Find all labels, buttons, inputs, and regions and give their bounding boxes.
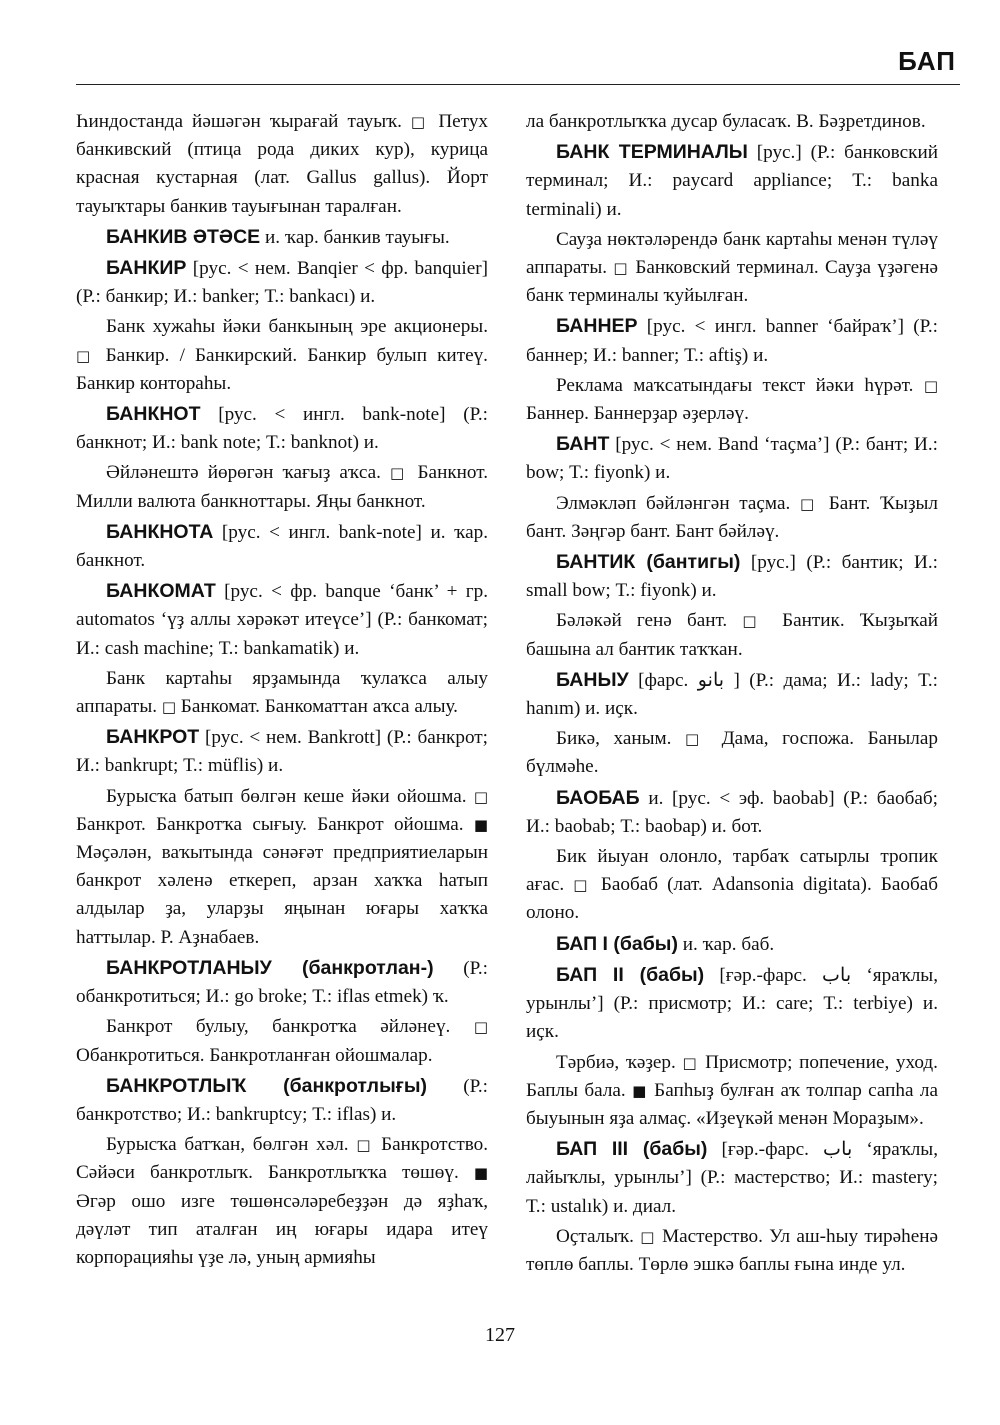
entry-bankomat-definition	[76, 665, 488, 721]
etymology: [рус. < ингл. banner ‘байраҡ’] (Р.: баннер; И.: banner; Т.: aftiş) и.	[526, 316, 938, 366]
headword: БАНКНОТ	[106, 403, 201, 426]
square-marker-icon: □	[473, 1018, 489, 1037]
definition: Бәләкәй генә бант.	[556, 610, 728, 632]
square-marker-icon: □	[640, 1227, 656, 1246]
definition: Һиндостанда йәшәгән ҡырағай тауыҡ.	[76, 111, 402, 132]
square-marker-icon: □	[161, 698, 176, 717]
etymology: [ғәр.-фарс. باب ‘яраҡлы, урынлы’] (Р.: присмотр; И.: care; Т.: terbiye) и. иҫк.	[526, 964, 939, 1043]
headword: БАОБАБ	[556, 786, 640, 809]
entry-baobab-definition	[526, 843, 938, 928]
etymology: [фарс. بانو ] (Р.: дама; И.: lady; Т.: hanım) и. иҫк.	[526, 669, 939, 720]
square-marker-icon: □	[613, 259, 630, 278]
translation: Банкротство. Сәйәси банкротлыҡ. Банкротлыҡҡа төшөү.	[76, 1134, 489, 1184]
headword: БАННЕР	[556, 315, 638, 338]
entry-bankir-definition	[76, 313, 488, 398]
translation: Бант. Ҡыҙыл бант. Зәңгәр бант. Бант бәйләү.	[526, 492, 938, 542]
square-marker-icon: □	[356, 1136, 374, 1155]
definition: Банк картаһы ярҙамында ҡулаҡса алыу аппараты.	[76, 667, 488, 718]
entry-banyu	[526, 666, 938, 723]
square-marker-icon: □	[685, 730, 709, 749]
translation: Баннер. Баннерҙар әҙерләү.	[526, 403, 749, 425]
etymology: (Р.: обанкротиться; И.: go broke; Т.: iflas etmek) ҡ.	[76, 957, 488, 1008]
square-marker-icon: □	[390, 464, 409, 483]
citation: Бапһыҙ булған аҡ толпар сапһа ла быуынын яҙа алмаҫ.	[526, 1079, 938, 1129]
entry-bank-terminaly	[526, 138, 938, 224]
citation-source: «Иҙеүкәй менән Мораҙым».	[695, 1107, 924, 1129]
headword: БАНТ	[556, 433, 610, 456]
entry-bankomat	[76, 577, 488, 663]
translation: Банкир. / Банкирский. Банкир булып китеү. Банкир контораһы.	[76, 344, 488, 394]
etymology: [рус.] (Р.: бантик; И.: small bow; Т.: fiyonk) и.	[526, 552, 939, 602]
entry-bankiv-atese	[76, 223, 488, 252]
square-marker-icon: □	[923, 376, 938, 395]
citation: ла банкротлыҡҡа дусар буласаҡ. В. Бәҙретдинов.	[526, 111, 926, 132]
entry-bankrotlyk-definition	[76, 1131, 488, 1272]
entry-banknota	[76, 518, 488, 575]
citation-continuation	[526, 108, 938, 136]
headword: БАНКИВ ӘТӘСЕ	[106, 225, 261, 248]
translation: Петух банкивский (птица рода диких кур), курица красная кустарная (лат. Gallus gallus). Йорт тауыҡтары банкив тауығынан таралған.	[76, 111, 489, 217]
definition: Бурысҡа батып бөлгән кеше йәки ойошма.	[106, 785, 467, 807]
definition: Банк хужаһы йәки банкының эре акционеры.	[106, 316, 488, 338]
etymology: [рус. < нем. Band ‘таҫма’] (Р.: бант; И.: bow; Т.: fiyonk) и.	[526, 434, 938, 484]
black-square-marker-icon: ■	[473, 815, 488, 834]
entry-bap-2	[526, 961, 938, 1047]
entry-banknot-definition	[76, 459, 488, 515]
etymology: [рус. < нем. Bankrott] (Р.: банкрот; И.: bankrupt; Т.: müflis) и.	[76, 727, 489, 777]
definition: Бурысҡа батҡан, бөлгән хәл.	[106, 1134, 349, 1156]
translation: Бантик. Ҡыҙыҡай башына ал бантик таҡҡан.	[526, 610, 939, 660]
black-square-marker-icon: ■	[473, 1164, 489, 1183]
entry-bank-terminaly-definition	[526, 226, 938, 311]
translation: Банкомат. Банкоматтан аҡса алыу.	[180, 696, 458, 718]
entry-bap-2-definition	[526, 1049, 938, 1134]
square-marker-icon: □	[742, 612, 767, 631]
citation: Мәҫәлән, ваҡытында сәнәғәт предприятиеларын банкрот хәленә еткереп, арзан хаҡҡа һатып алдылар ҙа, уларҙы яңынан юғары хаҡҡа һаттылар. Р. Аҙнабаев.	[76, 842, 488, 948]
etymology: (Р.: банкротство; И.: bankruptcy; Т.: iflas) и.	[76, 1075, 489, 1125]
definition: Оҫталыҡ.	[556, 1225, 634, 1247]
headword: БАНКНОТА	[106, 520, 214, 543]
headword: БАП I (бабы)	[556, 932, 678, 955]
entry-reference: [рус. < ингл. bank-note] и. ҡар. банкнот.	[76, 521, 488, 572]
black-square-marker-icon: ■	[632, 1081, 648, 1100]
right-column	[526, 108, 938, 1281]
entry-bant-definition	[526, 490, 938, 546]
etymology: [рус. < фр. banque ‘банк’ + гр. automatos ‘үҙ аллы хәрәкәт итеүсе’] (Р.: банкомат; И.: cash machine; Т.: bankamatik) и.	[76, 581, 489, 659]
entry-bantik	[526, 548, 938, 605]
square-marker-icon: □	[410, 113, 430, 131]
left-column	[76, 108, 488, 1274]
square-marker-icon: □	[682, 1053, 699, 1072]
square-marker-icon: □	[76, 346, 96, 365]
definition: Банкрот булыу, банкротҡа әйләнеү.	[106, 1016, 451, 1038]
entry-banner-definition	[526, 372, 938, 428]
etymology: и. [рус. < эф. baobab] (Р.: баобаб; И.: baobab; Т.: baobap) и. бот.	[526, 787, 938, 837]
entry-banyu-definition	[526, 725, 938, 781]
translation: Мастерство. Ул аш-һыу тирәһенә төплө баплы. Төрлө эшкә баплы ғына инде ул.	[526, 1225, 939, 1275]
running-head: БАП	[898, 46, 956, 76]
etymology: [рус.] (Р.: банковский терминал; И.: paycard appliance; Т.: banka terminali) и.	[526, 142, 938, 220]
etymology: [ғәр.-фарс. باب ‘яраҡлы, лайыҡлы, урынлы’] (Р.: мастерство; И.: mastery; Т.: ustalık) и. диал.	[526, 1139, 938, 1217]
headword: БАНКРОТЛАНЫУ (банкротлан-)	[106, 956, 434, 979]
translation: Банковский терминал. Сауҙа үҙәгенә банк терминалы ҡуйылған.	[526, 257, 938, 307]
entry-reference: и. ҡар. баб.	[682, 933, 775, 955]
definition: Тәрбиә, ҡәҙер.	[556, 1051, 676, 1073]
header-rule	[76, 84, 960, 85]
headword: БАНКРОТ	[106, 726, 200, 749]
entry-banknot	[76, 400, 488, 457]
definition: Элмәкләп бәйләнгән таҫма.	[556, 492, 791, 514]
entry-bankrotlanyu-definition	[76, 1013, 488, 1069]
square-marker-icon: □	[473, 787, 488, 806]
entry-reference: и. ҡар. банкив тауығы.	[264, 226, 450, 248]
translation: Дама, госпожа. Банылар бүлмәһе.	[526, 728, 938, 778]
translation: Банкрот. Банкротҡа сығыу. Банкрот ойошма.	[76, 813, 464, 835]
headword: БАНЫУ	[556, 668, 629, 691]
headword: БАНКИР	[106, 257, 187, 280]
entry-continuation	[76, 108, 488, 221]
translation: Баобаб (лат. Adansonia digitata). Баобаб олоно.	[526, 874, 938, 924]
entry-bankir	[76, 254, 488, 311]
entry-banner	[526, 312, 938, 369]
entry-bantik-definition	[526, 607, 938, 663]
entry-baobab	[526, 784, 938, 841]
definition: Әйләнештә йөрөгән ҡағыҙ аҡса.	[106, 462, 381, 484]
etymology: [рус. < нем. Banqier < фр. banquier] (Р.: банкир; И.: banker; Т.: bankacı) и.	[76, 258, 489, 308]
headword: БАНК ТЕРМИНАЛЫ	[556, 141, 748, 164]
headword: БАНКОМАТ	[106, 580, 216, 603]
headword: БАНТИК (бантигы)	[556, 551, 741, 574]
entry-bankrot-definition	[76, 783, 488, 952]
entry-bankrotlyk	[76, 1072, 488, 1129]
square-marker-icon: □	[573, 876, 592, 895]
entry-bap-3	[526, 1135, 938, 1221]
square-marker-icon: □	[799, 494, 820, 513]
definition: Бик йыуан олонло, тарбаҡ сатырлы тропик ағас.	[526, 846, 938, 896]
headword: БАНКРОТЛЫҠ (банкротлығы)	[106, 1074, 427, 1097]
entry-bankrot	[76, 723, 488, 780]
headword: БАП II (бабы)	[556, 963, 705, 986]
translation: Обанкротиться. Банкротланған ойошмалар.	[76, 1044, 433, 1066]
definition: Бикә, ханым.	[556, 728, 672, 750]
definition: Реклама маҡсатындағы текст йәки һүрәт.	[556, 374, 914, 396]
entry-bankrotlanyu	[76, 954, 488, 1011]
definition: Сауҙа нөктәләрендә банк картаһы менән түләү аппараты.	[526, 228, 938, 279]
translation: Банкнот. Милли валюта банкноттары. Яңы банкнот.	[76, 462, 489, 512]
headword: БАП III (бабы)	[556, 1138, 708, 1161]
entry-bap-3-definition	[526, 1223, 938, 1279]
etymology: [рус. < ингл. bank-note] (Р.: банкнот; И.: bank note; Т.: banknot) и.	[76, 404, 488, 454]
translation: Присмотр; попечение, уход. Баплы бала.	[526, 1051, 938, 1101]
citation: Әгәр ошо изге төшөнсәләребеҙҙән дә яҙһаҡ, дәүләт тип аталған иң юғары идара итеү корпорацияһы үҙе лә, уның армияһы	[76, 1190, 488, 1268]
page-number: 127	[485, 1324, 515, 1346]
entry-bant	[526, 430, 938, 487]
entry-bap-1	[526, 930, 938, 959]
